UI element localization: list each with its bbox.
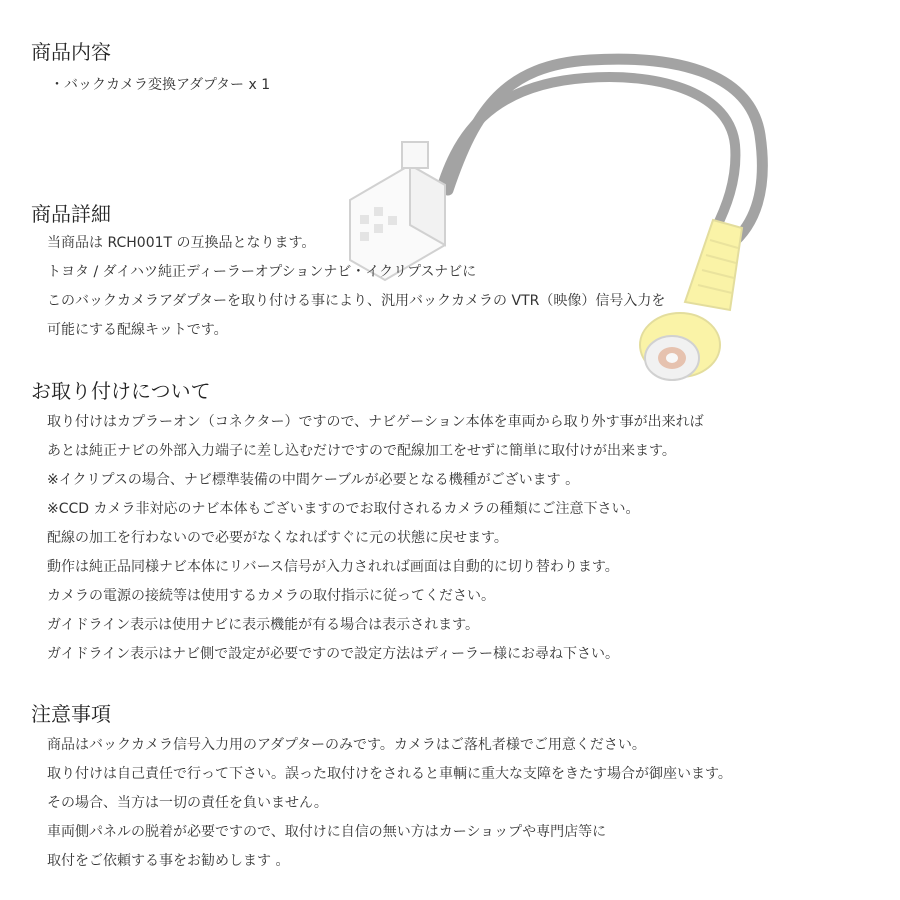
installation-line: ※イクリプスの場合、ナビ標準装備の中間ケーブルが必要となる機種がございます 。 [47, 472, 580, 488]
details-line: 当商品は RCH001T の互換品となります。 [47, 235, 316, 251]
notes-body [47, 731, 732, 876]
installation-line: ※CCD カメラ非対応のナビ本体もございますのでお取付されるカメラの種類にご注意下さい。 [47, 501, 640, 517]
notes-line: その場合、当方は一切の責任を負いません。 [47, 795, 328, 811]
installation-line: あとは純正ナビの外部入力端子に差し込むだけですので配線加工をせずに簡単に取付けが出来ます。 [47, 443, 676, 459]
notes-title: 注意事項 [31, 702, 111, 726]
contents-item: ・バックカメラ変換アダプター x 1 [50, 77, 271, 93]
installation-body [47, 408, 704, 669]
details-line: 可能にする配線キットです。 [47, 322, 228, 338]
notes-line: 車両側パネルの脱着が必要ですので、取付けに自信の無い方はカーショップや専門店等に [47, 824, 607, 840]
details-body [47, 229, 665, 345]
installation-line: ガイドライン表示は使用ナビに表示機能が有る場合は表示されます。 [47, 617, 480, 633]
details-line: トヨタ / ダイハツ純正ディーラーオプションナビ・イクリプスナビに [47, 264, 477, 280]
installation-line: ガイドライン表示はナビ側で設定が必要ですので設定方法はディーラー様にお尋ね下さい。 [47, 646, 620, 662]
contents-title: 商品内容 [31, 40, 111, 64]
details-title: 商品詳細 [31, 202, 111, 226]
details-line: このバックカメラアダプターを取り付ける事により、汎用バックカメラの VTR（映像）信号入力を [47, 293, 666, 309]
notes-line: 取り付けは自己責任で行って下さい。誤った取付けをされると車輌に重大な支障をきたす場合が御座います。 [47, 766, 732, 782]
installation-line: 動作は純正品同様ナビ本体にリバース信号が入力されれば画面は自動的に切り替わります。 [47, 559, 619, 575]
installation-line: 配線の加工を行わないので必要がなくなればすぐに元の状態に戻せます。 [47, 530, 508, 546]
installation-title: お取り付けについて [31, 379, 211, 403]
installation-line: 取り付けはカプラーオン（コネクター）ですので、ナビゲーション本体を車両から取り外す事が出来れば [47, 414, 704, 430]
installation-line: カメラの電源の接続等は使用するカメラの取付指示に従ってください。 [47, 588, 495, 604]
notes-line: 商品はバックカメラ信号入力用のアダプターのみです。カメラはご落札者様でご用意ください。 [47, 737, 646, 753]
notes-line: 取付をご依頼する事をお勧めします 。 [47, 853, 290, 869]
